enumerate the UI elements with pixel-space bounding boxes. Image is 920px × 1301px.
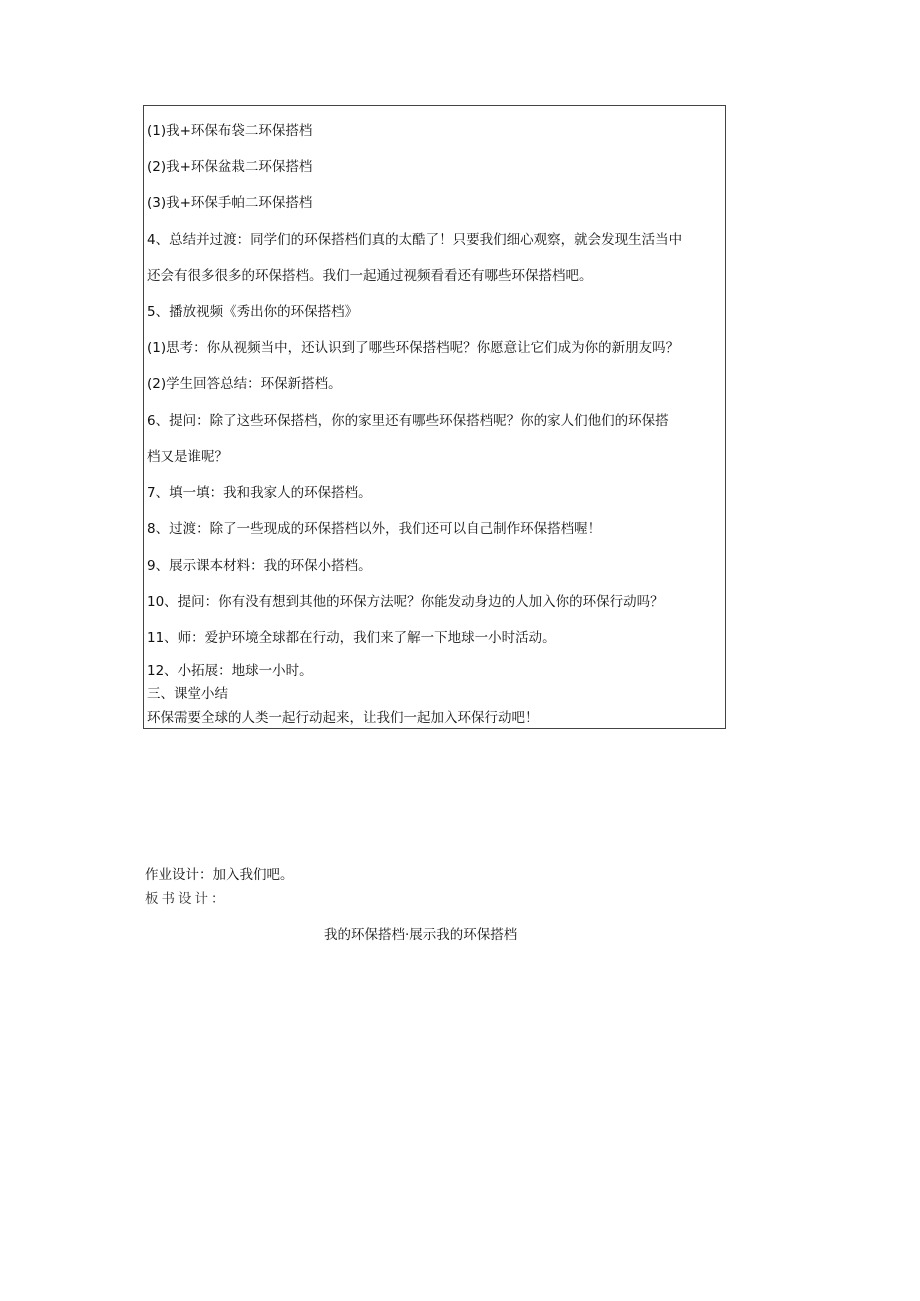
lesson-line: 还会有很多很多的环保搭档。我们一起通过视频看看还有哪些环保搭档吧。 — [147, 268, 593, 284]
lesson-line: 5、播放视频《秀出你的环保搭档》 — [147, 304, 359, 320]
lesson-line: 7、填一填：我和我家人的环保搭档。 — [147, 485, 372, 501]
board-design-label: 板书设计： — [145, 891, 228, 907]
board-design-content: 我的环保搭档·展示我的环保搭档 — [324, 927, 518, 943]
lesson-line: 6、提问：除了这些环保搭档，你的家里还有哪些环保搭档呢？你的家人们他们的环保搭 — [147, 413, 669, 429]
lesson-line: 环保需要全球的人类一起行动起来，让我们一起加入环保行动吧！ — [147, 710, 539, 726]
lesson-line: (2)我+环保盆栽二环保搭档 — [147, 159, 313, 175]
lesson-line: 11、师：爱护环境全球都在行动，我们来了解一下地球一小时活动。 — [147, 630, 556, 646]
lesson-line: (1)思考：你从视频当中，还认识到了哪些环保搭档呢？你愿意让它们成为你的新朋友吗？ — [147, 340, 680, 356]
homework-design: 作业设计：加入我们吧。 — [145, 867, 294, 883]
lesson-line: 12、小拓展：地球一小时。 — [147, 663, 313, 679]
lesson-line: 4、总结并过渡：同学们的环保搭档们真的太酷了！只要我们细心观察，就会发现生活当中 — [147, 232, 683, 248]
lesson-line: 档又是谁呢？ — [147, 449, 228, 465]
lesson-line: (2)学生回答总结：环保新搭档。 — [147, 376, 342, 392]
lesson-line: (3)我+环保手帕二环保搭档 — [147, 195, 313, 211]
lesson-line: 8、过渡：除了一些现成的环保搭档以外，我们还可以自己制作环保搭档喔！ — [147, 521, 602, 537]
lesson-line: 9、展示课本材料：我的环保小搭档。 — [147, 558, 372, 574]
section-heading: 三、课堂小结 — [147, 686, 228, 702]
lesson-line: 10、提问：你有没有想到其他的环保方法呢？你能发动身边的人加入你的环保行动吗？ — [147, 594, 664, 610]
lesson-line: (1)我+环保布袋二环保搭档 — [147, 123, 313, 139]
lesson-content-box — [143, 105, 726, 729]
